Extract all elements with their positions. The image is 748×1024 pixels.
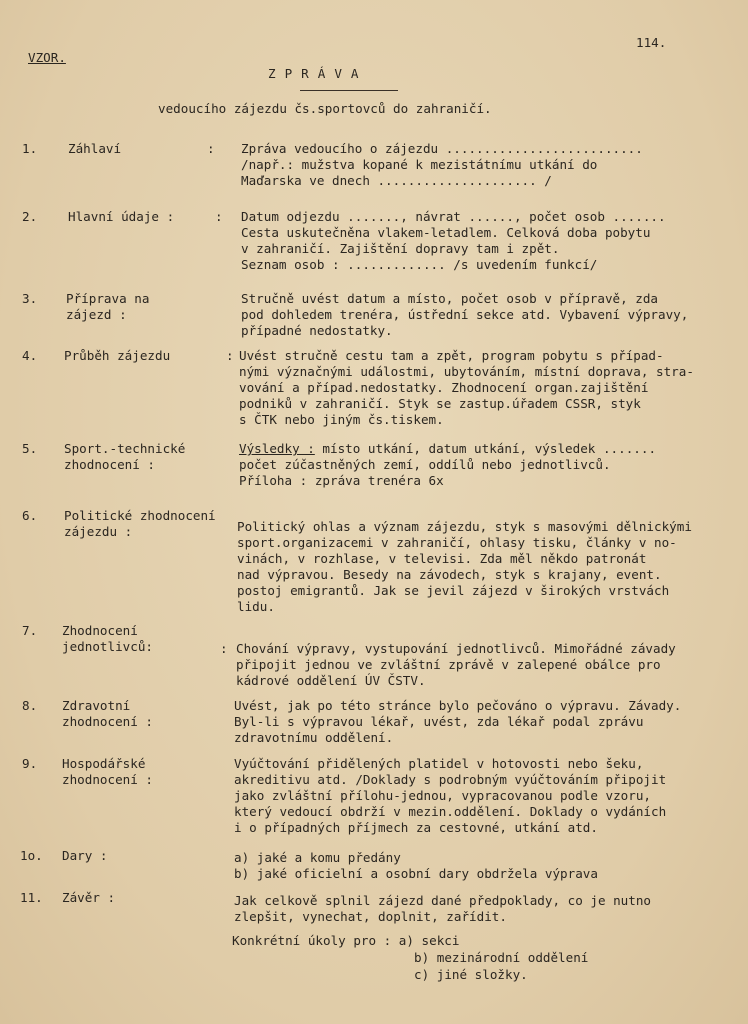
tasks-item: c) jiné složky.	[414, 967, 528, 982]
section-colon: :	[220, 641, 228, 656]
page-number: 114.	[636, 35, 667, 50]
results-label: Výsledky :	[239, 441, 315, 456]
title-underline	[300, 90, 398, 91]
section-body: a) jaké a komu předány b) jaké oficielní a osobní dary obdržela výprava	[234, 850, 598, 881]
section-number: 9.	[22, 756, 38, 771]
section-label: Zdravotní zhodnocení :	[62, 698, 153, 729]
tasks-item: b) mezinárodní oddělení	[414, 950, 589, 965]
tasks-intro: Konkrétní úkoly pro : a) sekci	[232, 933, 460, 948]
section-body: Chování výpravy, vystupování jednotlivců. Mimořádné závady připojit jednou ve zvláštní zprávě v zalepené obálce pro kádrové oddělení ÚV ČSTV.	[236, 641, 676, 688]
section-label: Hlavní údaje :	[68, 209, 175, 224]
section-number: 3.	[22, 291, 38, 306]
section-label: Průběh zájezdu	[64, 348, 171, 363]
section-body: Jak celkově splnil zájezd dané předpoklady, co je nutno zlepšit, vynechat, doplnit, zařídit.	[234, 893, 652, 924]
section-label: Zhodnocení jednotlivců:	[62, 623, 153, 654]
section-label: Příprava na zájezd :	[66, 291, 150, 322]
document-subtitle: vedoucího zájezdu čs.sportovců do zahraničí.	[158, 101, 492, 116]
section-body: Politický ohlas a význam zájezdu, styk s masovými dělnickými sport.organizacemi v zahraničí, ohlasy tisku, články v no- vinách, v rozhlase, v televisi. Zda měl někdo patronát nad výpravou. Besedy na závodech, styk s krajany, event. postoj emigrantů. Jak se jevil zájezd v širokých vrstvách lidu.	[237, 519, 692, 614]
section-number: 5.	[22, 441, 38, 456]
section-body: Výsledky : místo utkání, datum utkání, výsledek ....... počet zúčastněných zemí, oddílů nebo jednotlivců. Příloha : zpráva trenéra 6x	[239, 441, 657, 488]
section-number: 11.	[20, 890, 43, 905]
section-body: Stručně uvést datum a místo, počet osob v přípravě, zda pod dohledem trenéra, ústřední sekce atd. Vybavení výpravy, případné nedostatky.	[241, 291, 689, 338]
section-label: Politické zhodnocení zájezdu :	[64, 508, 216, 539]
section-body: Uvést stručně cestu tam a zpět, program pobytu s případ- nými význačnými událostmi, ubytováním, místní doprava, stra- vování a případ.nedostatky. Zhodnocení organ.zajištění podniků v zahraničí. Styk se zastup.úřadem CSSR, styk s ČTK nebo jiným čs.tiskem.	[239, 348, 694, 427]
section-label: Hospodářské zhodnocení :	[62, 756, 153, 787]
section-body: Zpráva vedoucího o zájezdu .......................... /např.: mužstva kopané k mezistátnímu utkání do Maďarska ve dnech ..................... /	[241, 141, 643, 188]
section-colon: :	[207, 141, 215, 156]
section-number: 6.	[22, 508, 38, 523]
section-colon: :	[215, 209, 223, 224]
section-number: 7.	[22, 623, 38, 638]
section-label: Dary :	[62, 848, 108, 863]
vzor-label: VZOR.	[28, 50, 66, 65]
section-number: 8.	[22, 698, 38, 713]
section-label: Záhlaví	[68, 141, 122, 156]
section-number: 2.	[22, 209, 38, 224]
section-number: 4.	[22, 348, 38, 363]
section-body: Vyúčtování přidělených platidel v hotovosti nebo šeku, akreditivu atd. /Doklady s podrobným vyúčtováním připojit jako zvláštní přílohu-jednou, vypracovanou podle vzoru, který vedoucí obdrží v mezin.oddělení. Doklady o vydáních i o případných příjmech za cestovné, utkání atd.	[234, 756, 667, 835]
section-number: 1.	[22, 141, 38, 156]
document-title: ZPRÁVA	[268, 66, 368, 81]
section-body: Uvést, jak po této stránce bylo pečováno o výpravu. Závady. Byl-li s výpravou lékař, uvést, zda lékař podal zprávu zdravotnímu oddělení.	[234, 698, 682, 745]
section-label: Sport.-technické zhodnocení :	[64, 441, 186, 472]
section-number: 1o.	[20, 848, 43, 863]
section-colon: :	[226, 348, 234, 363]
section-label: Závěr :	[62, 890, 116, 905]
section-body: Datum odjezdu ......., návrat ......, počet osob ....... Cesta uskutečněna vlakem-letadlem. Celková doba pobytu v zahraničí. Zajištění dopravy tam i zpět. Seznam osob : ............. /s uvedením funkcí/	[241, 209, 666, 272]
